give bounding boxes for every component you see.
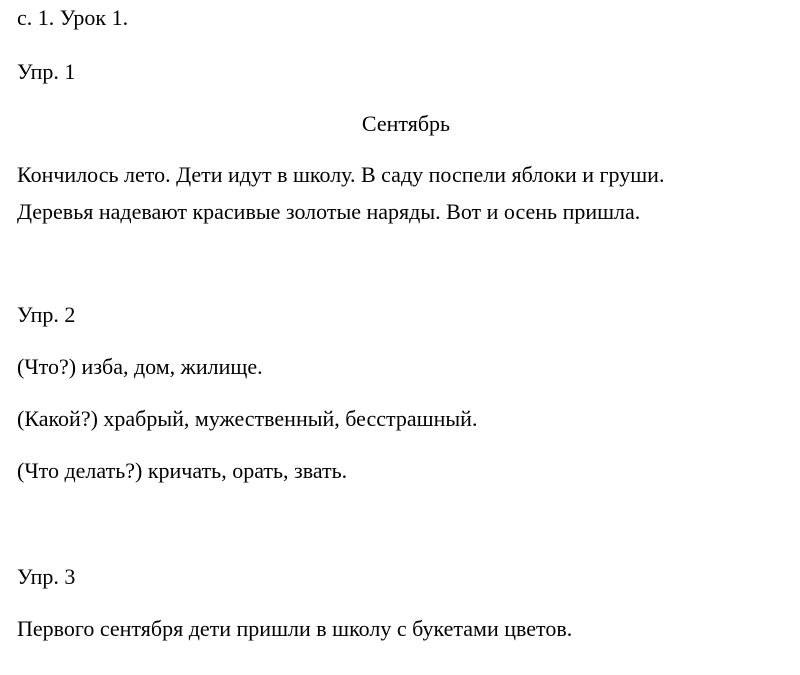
exercise-1-title: Сентябрь (361, 111, 451, 136)
exercise-1-text-line-2: Деревья надевают красивые золотые наряды. Вот и осень пришла. (17, 199, 641, 224)
exercise-1-label: Упр. 1 (17, 59, 76, 84)
exercise-2-answer-line-1: (Что?) изба, дом, жилище. (17, 354, 263, 379)
page-lesson-heading: с. 1. Урок 1. (17, 5, 129, 30)
exercise-3-label: Упр. 3 (17, 564, 76, 589)
exercise-2-answer-line-3: (Что делать?) кричать, орать, звать. (17, 458, 348, 483)
exercise-1-text-line-1: Кончилось лето. Дети идут в школу. В саду поспели яблоки и груши. (17, 162, 665, 187)
exercise-2-label: Упр. 2 (17, 302, 76, 327)
exercise-2-answer-line-2: (Какой?) храбрый, мужественный, бесстрашный. (17, 406, 478, 431)
exercise-3-text-line-1: Первого сентября дети пришли в школу с букетами цветов. (17, 616, 573, 641)
